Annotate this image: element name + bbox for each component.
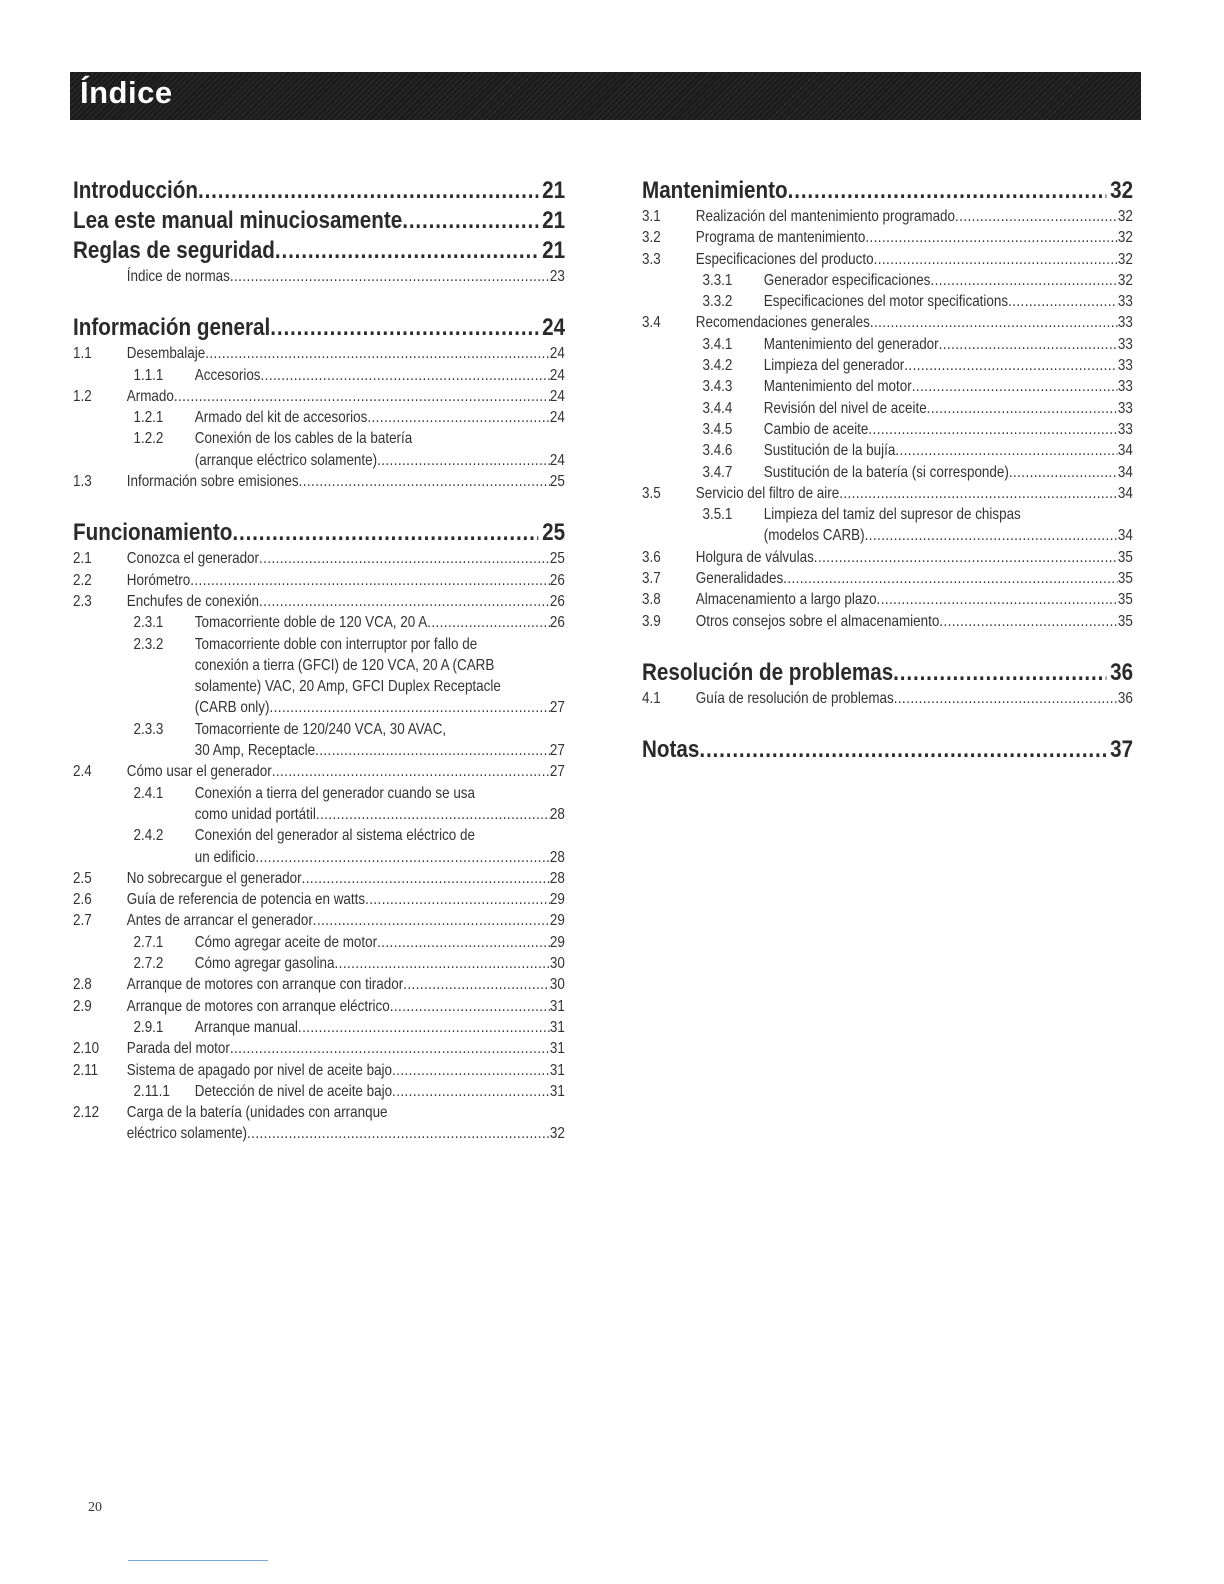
toc-entry-number: 3.4 <box>642 314 661 332</box>
toc-entry-continuation[interactable] <box>73 740 565 761</box>
toc-page-number: 33 <box>1117 399 1133 417</box>
toc-entry-title: Antes de arrancar el generador <box>126 912 313 930</box>
toc-entry-title: Parada del motor <box>126 1040 230 1058</box>
toc-dot-leader <box>427 612 550 633</box>
toc-dot-leader <box>367 407 549 428</box>
toc-entry-title: Generalidades <box>695 570 784 588</box>
toc-section-entry[interactable] <box>642 735 1133 765</box>
toc-page-number: 33 <box>1117 378 1133 396</box>
toc-dot-leader <box>261 365 550 386</box>
toc-left-column <box>73 176 565 1145</box>
toc-entry-title: (CARB only) <box>194 699 270 717</box>
toc-subsection-entry[interactable] <box>73 634 565 655</box>
toc-entry-title: Tomacorriente doble de 120 VCA, 20 A <box>194 614 428 632</box>
toc-page-number: 35 <box>1117 612 1133 630</box>
toc-subsection-entry[interactable] <box>642 398 1133 419</box>
toc-entry-title: Otros consejos sobre el almacenamiento <box>695 612 940 630</box>
toc-dot-leader <box>335 953 550 974</box>
toc-subsection-entry[interactable] <box>642 504 1133 525</box>
toc-dot-leader <box>788 176 1107 206</box>
toc-entry-title: como unidad portátil <box>194 805 316 823</box>
toc-entry-number: 3.9 <box>642 612 661 630</box>
toc-dot-leader <box>316 804 550 825</box>
toc-entry-title: Tomacorriente de 120/240 VCA, 30 AVAC, <box>194 720 447 738</box>
toc-entry-title: Cómo agregar gasolina <box>194 955 335 973</box>
toc-entry-title: Cambio de aceite <box>763 420 869 438</box>
toc-entry-number: 3.1 <box>642 208 661 225</box>
toc-entry-number: 3.3 <box>642 250 661 268</box>
toc-page-number: 32 <box>1117 271 1133 289</box>
toc-dot-leader <box>275 236 539 266</box>
toc-entry-title: Índice de normas <box>126 268 230 285</box>
toc-dot-leader <box>1008 291 1118 312</box>
toc-entry-number: 2.9 <box>73 997 92 1015</box>
toc-entry-title: conexión a tierra (GFCI) de 120 VCA, 20 A (CARB <box>194 656 495 674</box>
toc-entry-title: Conexión a tierra del generador cuando se usa <box>194 784 475 802</box>
toc-dot-leader <box>927 398 1118 419</box>
toc-page-number: 27 <box>549 742 565 760</box>
toc-dot-leader <box>814 547 1118 568</box>
toc-dot-leader <box>198 176 539 206</box>
toc-entry-number: 2.11.1 <box>133 1082 170 1100</box>
toc-page-number: 24 <box>549 409 565 427</box>
toc-entry-continuation[interactable] <box>73 697 565 718</box>
toc-subsection-entry[interactable] <box>73 570 565 591</box>
toc-subsection-entry[interactable] <box>642 376 1133 397</box>
toc-entry-continuation[interactable] <box>642 525 1133 546</box>
toc-entry-title: Armado <box>126 387 174 405</box>
toc-dot-leader <box>939 334 1118 355</box>
toc-entry-title: 30 Amp, Receptacle <box>194 742 316 760</box>
toc-subsection-entry[interactable] <box>73 974 565 995</box>
toc-dot-leader <box>298 1017 550 1038</box>
toc-page-number: 24 <box>542 314 566 342</box>
toc-subsection-entry[interactable] <box>73 825 565 846</box>
toc-entry-title: Información general <box>73 314 271 342</box>
toc-entry-number: 3.2 <box>642 229 661 247</box>
toc-entry-continuation[interactable] <box>73 676 565 697</box>
toc-dot-leader <box>895 440 1118 461</box>
toc-entry-number: 3.7 <box>642 570 661 588</box>
toc-entry-number: 2.7.1 <box>133 933 164 951</box>
toc-page-number: 28 <box>549 805 565 823</box>
toc-dot-leader <box>313 910 550 931</box>
toc-entry-title: Reglas de seguridad <box>73 237 275 264</box>
toc-dot-leader <box>232 518 538 548</box>
toc-subsection-entry[interactable] <box>642 440 1133 461</box>
toc-subsection-entry[interactable] <box>73 1102 565 1123</box>
toc-entry-title: Limpieza del tamiz del supresor de chispas <box>763 506 1021 524</box>
toc-entry-title: Arranque de motores con arranque con tirador <box>126 976 404 994</box>
toc-subsection-entry[interactable] <box>73 719 565 740</box>
toc-entry-number: 2.7.2 <box>133 955 164 973</box>
toc-entry-title: Guía de resolución de problemas <box>695 689 894 707</box>
toc-page-number: 25 <box>549 473 565 491</box>
toc-page-number: 24 <box>549 387 565 405</box>
page-title: Índice <box>80 75 173 110</box>
toc-dot-leader <box>230 1038 550 1059</box>
toc-page-number: 21 <box>542 207 566 234</box>
toc-page-number: 27 <box>549 763 565 781</box>
toc-subsection-entry[interactable] <box>642 312 1133 333</box>
toc-subsection-entry[interactable] <box>642 611 1133 632</box>
toc-page-number: 26 <box>549 592 565 610</box>
toc-page-number: 29 <box>549 933 565 951</box>
page-number: 20 <box>88 1500 102 1515</box>
toc-dot-leader <box>893 658 1106 688</box>
toc-entry-title: Programa de mantenimiento <box>695 229 866 247</box>
toc-entry-title: (arranque eléctrico solamente) <box>194 451 378 469</box>
toc-entry-title: Información sobre emisiones <box>126 473 299 491</box>
toc-page-number: 31 <box>549 1018 565 1036</box>
toc-page-number: 29 <box>549 912 565 930</box>
toc-entry-number: 2.3.3 <box>133 720 164 738</box>
toc-dot-leader <box>270 313 538 343</box>
toc-entry-number: 2.7 <box>73 912 92 930</box>
toc-subsection-entry[interactable] <box>642 334 1133 355</box>
toc-page-number: 34 <box>1117 463 1133 481</box>
toc-page-number: 33 <box>1117 335 1133 353</box>
toc-subsection-entry[interactable] <box>73 783 565 804</box>
toc-entry-number: 1.1 <box>73 345 92 363</box>
toc-subsection-entry[interactable] <box>73 471 565 492</box>
toc-page-number: 33 <box>1117 293 1133 311</box>
toc-dot-leader <box>1009 462 1118 483</box>
toc-subsection-entry[interactable] <box>642 291 1133 312</box>
toc-entry-title: Cómo usar el generador <box>126 763 272 781</box>
toc-entry-title: solamente) VAC, 20 Amp, GFCI Duplex Receptacle <box>194 678 501 696</box>
toc-entry-number: 2.4 <box>73 763 92 781</box>
toc-entry-title: Especificaciones del motor specifications <box>763 293 1009 311</box>
toc-entry-number: 3.4.5 <box>702 420 733 438</box>
toc-entry-number: 2.5 <box>73 869 92 887</box>
toc-entry-number: 1.2 <box>73 387 92 405</box>
toc-dot-leader <box>930 270 1117 291</box>
toc-subsection-entry[interactable] <box>642 688 1133 709</box>
toc-dot-leader <box>392 1060 550 1081</box>
toc-page-number: 36 <box>1110 658 1134 686</box>
toc-page-number: 21 <box>542 237 566 264</box>
toc-subsection-entry[interactable] <box>642 270 1133 291</box>
toc-dot-leader <box>865 525 1118 546</box>
toc-subsection-entry[interactable] <box>642 589 1133 610</box>
toc-dot-leader <box>377 450 550 471</box>
toc-subsection-entry[interactable] <box>73 407 565 428</box>
toc-subsection-entry[interactable] <box>642 227 1133 248</box>
toc-entry-number: 3.4.7 <box>702 463 733 481</box>
toc-subsection-entry[interactable] <box>642 483 1133 504</box>
toc-dot-leader <box>205 343 550 364</box>
toc-page-number: 31 <box>549 1082 565 1100</box>
toc-dot-leader <box>870 312 1118 333</box>
toc-entry-title: Almacenamiento a largo plazo <box>695 591 877 609</box>
toc-page-number: 32 <box>1117 229 1133 247</box>
toc-page-number: 35 <box>1117 548 1133 566</box>
toc-entry-number: 3.6 <box>642 548 661 566</box>
toc-entry-number: 2.10 <box>73 1040 100 1058</box>
toc-entry-number: 2.3.2 <box>133 635 164 653</box>
toc-dot-leader <box>259 591 550 612</box>
toc-page-number: 24 <box>549 366 565 384</box>
toc-entry-title: Sistema de apagado por nivel de aceite bajo <box>126 1061 393 1079</box>
toc-entry-number: 3.5 <box>642 484 661 502</box>
toc-entry-number: 3.5.1 <box>702 506 733 524</box>
toc-dot-leader <box>247 1123 550 1144</box>
toc-entry-title: Mantenimiento <box>642 177 788 204</box>
toc-subsection-entry[interactable] <box>73 365 565 386</box>
toc-entry-number: 2.6 <box>73 891 92 909</box>
toc-section-entry[interactable] <box>642 658 1133 688</box>
toc-page-number: 34 <box>1117 442 1133 460</box>
toc-entry-title: Especificaciones del producto <box>695 250 874 268</box>
toc-entry-number: 3.4.4 <box>702 399 733 417</box>
toc-page-number: 32 <box>1117 208 1133 225</box>
toc-entry-title: Armado del kit de accesorios <box>194 409 368 427</box>
toc-dot-leader <box>868 419 1117 440</box>
toc-subsection-entry[interactable] <box>642 355 1133 376</box>
toc-dot-leader <box>865 227 1117 248</box>
toc-page-number: 24 <box>549 451 565 469</box>
toc-entry-title: (modelos CARB) <box>763 527 865 545</box>
toc-subsection-entry[interactable] <box>73 910 565 931</box>
toc-entry-title: eléctrico solamente) <box>126 1125 248 1143</box>
toc-entry-title: Accesorios <box>194 366 261 384</box>
toc-page-number: 23 <box>549 268 565 285</box>
toc-page-number: 24 <box>549 345 565 363</box>
toc-subsection-entry[interactable] <box>73 953 565 974</box>
toc-entry-number: 1.2.1 <box>133 409 164 427</box>
toc-page-number: 35 <box>1117 591 1133 609</box>
toc-entry-title: Arranque manual <box>194 1018 298 1036</box>
toc-entry-title: un edificio <box>194 848 256 866</box>
toc-dot-leader <box>255 847 550 868</box>
toc-dot-leader <box>269 697 549 718</box>
toc-entry-title: Resolución de problemas <box>642 658 894 686</box>
toc-entry-title: Cómo agregar aceite de motor <box>194 933 378 951</box>
toc-entry-title: Sustitución de la batería (si corresponde) <box>763 463 1009 481</box>
toc-dot-leader <box>377 932 550 953</box>
toc-subsection-entry[interactable] <box>642 249 1133 270</box>
toc-entry-title: Revisión del nivel de aceite <box>763 399 927 417</box>
toc-entry-title: Desembalaje <box>126 345 206 363</box>
toc-subsection-entry[interactable] <box>73 1060 565 1081</box>
toc-page-number: 33 <box>1117 314 1133 332</box>
toc-subsection-entry[interactable] <box>642 568 1133 589</box>
toc-page-number: 28 <box>549 869 565 887</box>
toc-entry-continuation[interactable] <box>73 1123 565 1144</box>
toc-entry-number: 3.8 <box>642 591 661 609</box>
toc-dot-leader <box>783 568 1118 589</box>
toc-entry-continuation[interactable] <box>73 847 565 868</box>
toc-entry-number: 2.4.2 <box>133 827 164 845</box>
toc-page-number: 34 <box>1117 527 1133 545</box>
toc-page-number: 36 <box>1117 689 1133 707</box>
toc-subsection-entry[interactable] <box>73 868 565 889</box>
toc-page-number: 35 <box>1117 570 1133 588</box>
toc-page-number: 37 <box>1110 736 1134 764</box>
toc-page-number: 32 <box>1110 177 1134 204</box>
toc-subsection-entry[interactable] <box>642 547 1133 568</box>
toc-entry-title: Lea este manual minuciosamente <box>73 207 403 234</box>
toc-subsection-entry[interactable] <box>73 761 565 782</box>
toc-dot-leader <box>390 996 550 1017</box>
toc-entry-number: 3.3.2 <box>702 293 733 311</box>
toc-subsection-entry[interactable] <box>73 612 565 633</box>
toc-dot-leader <box>939 611 1118 632</box>
toc-entry-title: Funcionamiento <box>73 519 233 547</box>
toc-dot-leader <box>894 688 1118 709</box>
toc-dot-leader <box>699 735 1106 765</box>
toc-entry-title: Tomacorriente doble con interruptor por fallo de <box>194 635 478 653</box>
toc-page-number: 31 <box>549 1061 565 1079</box>
toc-entry-number: 2.2 <box>73 571 92 589</box>
toc-subsection-entry[interactable] <box>642 462 1133 483</box>
toc-dot-leader <box>403 974 550 995</box>
toc-dot-leader <box>190 570 550 591</box>
toc-page-number: 31 <box>549 997 565 1015</box>
toc-dot-leader <box>912 376 1118 397</box>
toc-dot-leader <box>392 1081 550 1102</box>
toc-entry-title: Mantenimiento del generador <box>763 335 939 353</box>
toc-entry-title: Recomendaciones generales <box>695 314 870 332</box>
toc-subsection-entry[interactable] <box>73 591 565 612</box>
toc-subsection-entry[interactable] <box>73 1081 565 1102</box>
footer-rule <box>128 1560 268 1561</box>
toc-page-number: 33 <box>1117 357 1133 375</box>
toc-entry-title: Generador especificaciones <box>763 271 931 289</box>
toc-subsection-entry[interactable] <box>73 889 565 910</box>
toc-entry-number: 2.4.1 <box>133 784 164 802</box>
toc-page-number: 26 <box>549 614 565 632</box>
toc-entry-number: 2.11 <box>73 1061 99 1079</box>
toc-entry-title: Sustitución de la bujía <box>763 442 896 460</box>
header-banner <box>70 72 1141 120</box>
toc-section-entry[interactable] <box>642 176 1133 206</box>
toc-dot-leader <box>904 355 1118 376</box>
toc-dot-leader <box>402 206 538 236</box>
toc-entry-title: Conozca el generador <box>126 550 260 568</box>
toc-entry-title: Servicio del filtro de aire <box>695 484 840 502</box>
toc-dot-leader <box>272 761 550 782</box>
toc-dot-leader <box>874 249 1118 270</box>
toc-subsection-entry[interactable] <box>73 386 565 407</box>
toc-page-number: 27 <box>549 699 565 717</box>
toc-dot-leader <box>365 889 550 910</box>
toc-page-number: 25 <box>549 550 565 568</box>
toc-subsection-entry[interactable] <box>73 343 565 364</box>
toc-entry-title: Guía de referencia de potencia en watts <box>126 891 366 909</box>
toc-entry-number: 2.1 <box>73 550 92 568</box>
toc-dot-leader <box>839 483 1118 504</box>
toc-entry-number: 1.1.1 <box>133 366 164 384</box>
toc-dot-leader <box>315 740 550 761</box>
toc-entry-title: Enchufes de conexión <box>126 592 260 610</box>
toc-page-number: 32 <box>549 1125 565 1143</box>
toc-section-entry[interactable] <box>73 176 565 206</box>
toc-entry-title: Introducción <box>73 177 198 204</box>
toc-entry-title: Limpieza del generador <box>763 357 905 375</box>
toc-entry-continuation[interactable] <box>73 804 565 825</box>
toc-subsection-entry[interactable] <box>73 548 565 569</box>
toc-section-entry[interactable] <box>73 206 565 236</box>
toc-dot-leader <box>174 386 550 407</box>
toc-entry-number: 3.4.6 <box>702 442 733 460</box>
toc-subsection-entry[interactable] <box>73 1017 565 1038</box>
toc-entry-number: 3.4.1 <box>702 335 733 353</box>
toc-dot-leader <box>230 266 550 287</box>
toc-entry-title: Conexión de los cables de la batería <box>194 430 413 448</box>
toc-subsection-entry[interactable] <box>73 1038 565 1059</box>
toc-page-number: 21 <box>542 177 566 204</box>
toc-subsection-entry[interactable] <box>642 419 1133 440</box>
toc-dot-leader <box>955 206 1118 227</box>
toc-entry-number: 2.9.1 <box>133 1018 164 1036</box>
toc-subsection-entry[interactable] <box>642 206 1133 227</box>
toc-entry-title: Detección de nivel de aceite bajo <box>194 1082 393 1100</box>
toc-entry-title: No sobrecargue el generador <box>126 869 302 887</box>
toc-page-number: 28 <box>549 848 565 866</box>
toc-entry-number: 3.4.3 <box>702 378 733 396</box>
toc-subsection-entry[interactable] <box>73 996 565 1017</box>
toc-entry-title: Realización del mantenimiento programado <box>695 208 956 225</box>
toc-entry-title: Carga de la batería (unidades con arranque <box>126 1104 388 1122</box>
toc-subsection-entry[interactable] <box>73 266 565 287</box>
toc-page-number: 30 <box>549 976 565 994</box>
toc-entry-number: 3.4.2 <box>702 357 733 375</box>
toc-subsection-entry[interactable] <box>73 932 565 953</box>
toc-entry-number: 3.3.1 <box>702 271 733 289</box>
toc-entry-continuation[interactable] <box>73 655 565 676</box>
toc-entry-title: Notas <box>642 736 700 764</box>
toc-dot-leader <box>299 471 550 492</box>
toc-page-number: 29 <box>549 891 565 909</box>
toc-entry-title: Mantenimiento del motor <box>763 378 912 396</box>
toc-dot-leader <box>259 548 550 569</box>
toc-entry-title: Conexión del generador al sistema eléctrico de <box>194 827 475 845</box>
toc-entry-number: 2.3.1 <box>133 614 164 632</box>
toc-page-number: 26 <box>549 571 565 589</box>
toc-entry-number: 1.3 <box>73 473 92 491</box>
toc-entry-number: 2.3 <box>73 592 92 610</box>
toc-dot-leader <box>877 589 1118 610</box>
toc-page-number: 34 <box>1117 484 1133 502</box>
toc-entry-title: Holgura de válvulas <box>695 548 814 566</box>
toc-section-entry[interactable] <box>73 236 565 266</box>
toc-section-entry[interactable] <box>73 313 565 343</box>
toc-page-number: 31 <box>549 1040 565 1058</box>
toc-entry-title: Arranque de motores con arranque eléctrico <box>126 997 390 1015</box>
toc-entry-number: 2.12 <box>73 1104 100 1122</box>
toc-dot-leader <box>302 868 550 889</box>
toc-page-number: 30 <box>549 955 565 973</box>
toc-entry-continuation[interactable] <box>73 450 565 471</box>
toc-page-number: 32 <box>1117 250 1133 268</box>
toc-entry-title: Horómetro <box>126 571 191 589</box>
toc-entry-number: 4.1 <box>642 689 661 707</box>
toc-page-number: 25 <box>542 519 566 547</box>
toc-right-column <box>642 176 1133 765</box>
toc-entry-number: 2.8 <box>73 976 92 994</box>
toc-section-entry[interactable] <box>73 518 565 548</box>
toc-subsection-entry[interactable] <box>73 428 565 449</box>
toc-entry-number: 1.2.2 <box>133 430 164 448</box>
toc-page-number: 33 <box>1117 420 1133 438</box>
